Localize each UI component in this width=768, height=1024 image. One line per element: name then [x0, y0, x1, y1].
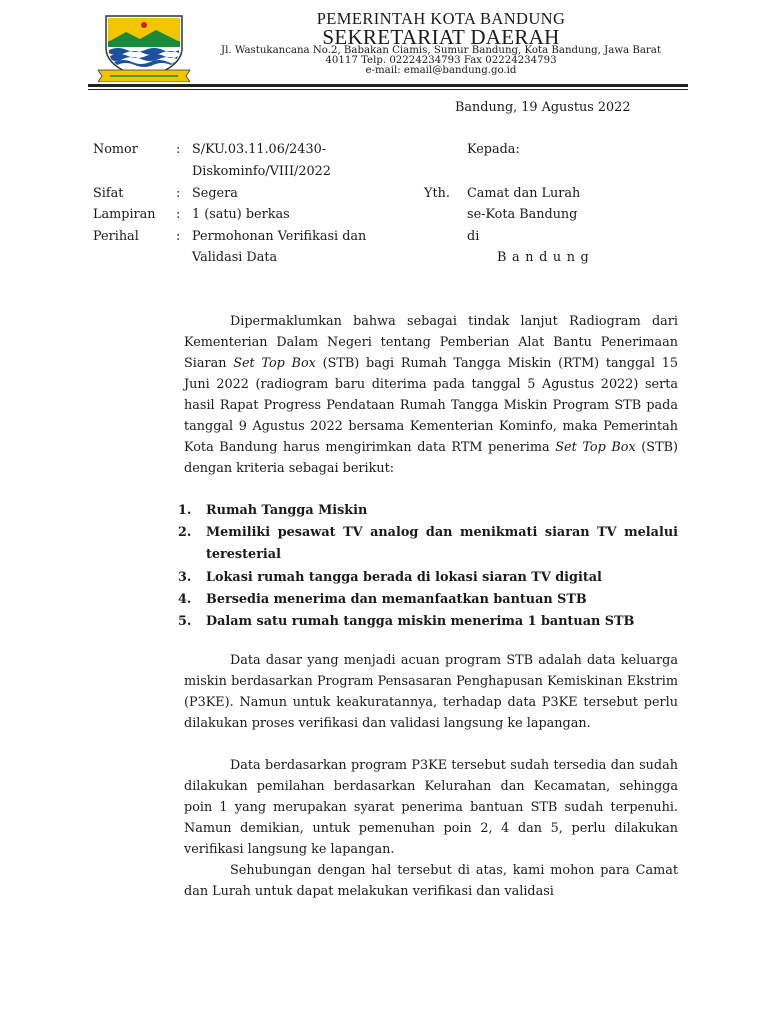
criteria-text: Memiliki pesawat TV analog dan menikmati siaran TV melalui teresterial — [206, 525, 678, 563]
paragraph-intro — [184, 311, 678, 479]
bandung-crest-icon — [96, 12, 192, 82]
criteria-list — [178, 500, 678, 633]
letterhead-rule-thin — [88, 89, 688, 90]
government-name: PEMERINTAH KOTA BANDUNG — [316, 9, 566, 28]
perihal-value-cont: Validasi Data — [192, 250, 278, 265]
paragraph-intro-part-1: Dipermaklumkan bahwa sebagai tindak lanjut Radiogram dari Kementerian Dalam Negeri tentang Pemberian Alat Bantu Penerimaan Siaran — [184, 314, 678, 371]
criteria-number: 1. — [178, 503, 192, 518]
criteria-text: Dalam satu rumah tangga miskin menerima 1 bantuan STB — [206, 614, 635, 630]
perihal-label: Perihal — [93, 229, 139, 244]
criteria-item — [178, 567, 678, 589]
paragraph-intro-part-2: (STB) bagi Rumah Tangga Miskin (RTM) tanggal 15 Juni 2022 (radiogram baru diterima pada tanggal 5 Agustus 2022) serta hasil Rapat Progress Pendataan Rumah Tangga Miskin Program STB pada tanggal 9 Agustus 2022 bersama Kementerian Kominfo, maka Pemerintah Kota Bandung harus mengirimkan data RTM penerima — [184, 356, 679, 455]
yth-label: Yth. — [424, 186, 450, 201]
sifat-label: Sifat — [93, 186, 124, 201]
nomor-colon: : — [176, 142, 181, 157]
perihal-colon: : — [176, 229, 181, 244]
office-name: SEKRETARIAT DAERAH — [322, 25, 560, 49]
criteria-text: Bersedia menerima dan memanfaatkan bantuan STB — [206, 591, 587, 607]
paragraph-intro-part-3: (STB) dengan kriteria sebagai berikut: — [184, 440, 678, 476]
lampiran-value: 1 (satu) berkas — [192, 207, 290, 222]
recipient-city: Bandung — [497, 250, 595, 265]
recipient-line-2: se-Kota Bandung — [467, 207, 578, 222]
paragraph-request-text: Sehubungan dengan hal tersebut di atas, kami mohon para Camat dan Lurah untuk dapat melakukan verifikasi dan validasi — [184, 863, 678, 899]
criteria-number: 2. — [178, 525, 192, 541]
recipient-line-1: Camat dan Lurah — [467, 186, 581, 201]
paragraph-data-basis — [184, 650, 678, 734]
perihal-value: Permohonan Verifikasi dan — [192, 229, 367, 244]
lampiran-label: Lampiran — [93, 207, 156, 222]
paragraph-intro-italic-1: Set Top Box — [233, 356, 316, 371]
criteria-number: 5. — [178, 614, 192, 630]
address-line-2: 40117 Telp. 02224234793 Fax 02224234793 — [325, 55, 557, 66]
criteria-item — [178, 522, 678, 566]
criteria-item — [178, 611, 678, 633]
criteria-text: Lokasi rumah tangga berada di lokasi siaran TV digital — [206, 569, 602, 585]
sifat-value: Segera — [192, 186, 238, 201]
paragraph-request — [184, 860, 678, 902]
nomor-value-cont: Diskominfo/VIII/2022 — [192, 164, 331, 179]
criteria-item — [178, 500, 678, 522]
paragraph-intro-italic-2: Set Top Box — [555, 440, 636, 455]
criteria-number: 4. — [178, 591, 192, 607]
criteria-text: Rumah Tangga Miskin — [206, 503, 368, 518]
nomor-label: Nomor — [93, 142, 138, 157]
paragraph-data-basis-text: Data dasar yang menjadi acuan program STB adalah data keluarga miskin berdasarkan Program Pensasaran Penghapusan Kemiskinan Ekstrim (P3KE). Namun untuk keakuratannya, terhadap data P3KE tersebut perlu dilakukan proses verifikasi dan validasi langsung ke lapangan. — [184, 653, 678, 731]
letter-date: Bandung, 19 Agustus 2022 — [455, 100, 631, 115]
paragraph-data-status-text: Data berdasarkan program P3KE tersebut sudah tersedia dan sudah dilakukan pemilahan berdasarkan Kelurahan dan Kecamatan, sehingga poin 1 yang merupakan syarat penerima bantuan STB sudah terpenuhi. Namun demikian, untuk pemenuhan poin 2, 4 dan 5, perlu dilakukan verifikasi langsung ke lapangan. — [184, 758, 678, 857]
criteria-number: 3. — [178, 569, 192, 585]
letterhead — [0, 0, 768, 90]
recipient-line-3: di — [467, 229, 480, 244]
nomor-value: S/KU.03.11.06/2430- — [192, 142, 327, 157]
letterhead-rule-thick — [88, 84, 688, 87]
lampiran-colon: : — [176, 207, 181, 222]
criteria-item — [178, 589, 678, 611]
paragraph-data-status — [184, 755, 678, 860]
address-line-3: e-mail: email@bandung.go.id — [365, 65, 517, 76]
sifat-colon: : — [176, 186, 181, 201]
address-line-1: Jl. Wastukancana No.2, Babakan Ciamis, Sumur Bandung, Kota Bandung, Jawa Barat — [221, 45, 661, 56]
kepada-label: Kepada: — [467, 142, 520, 157]
